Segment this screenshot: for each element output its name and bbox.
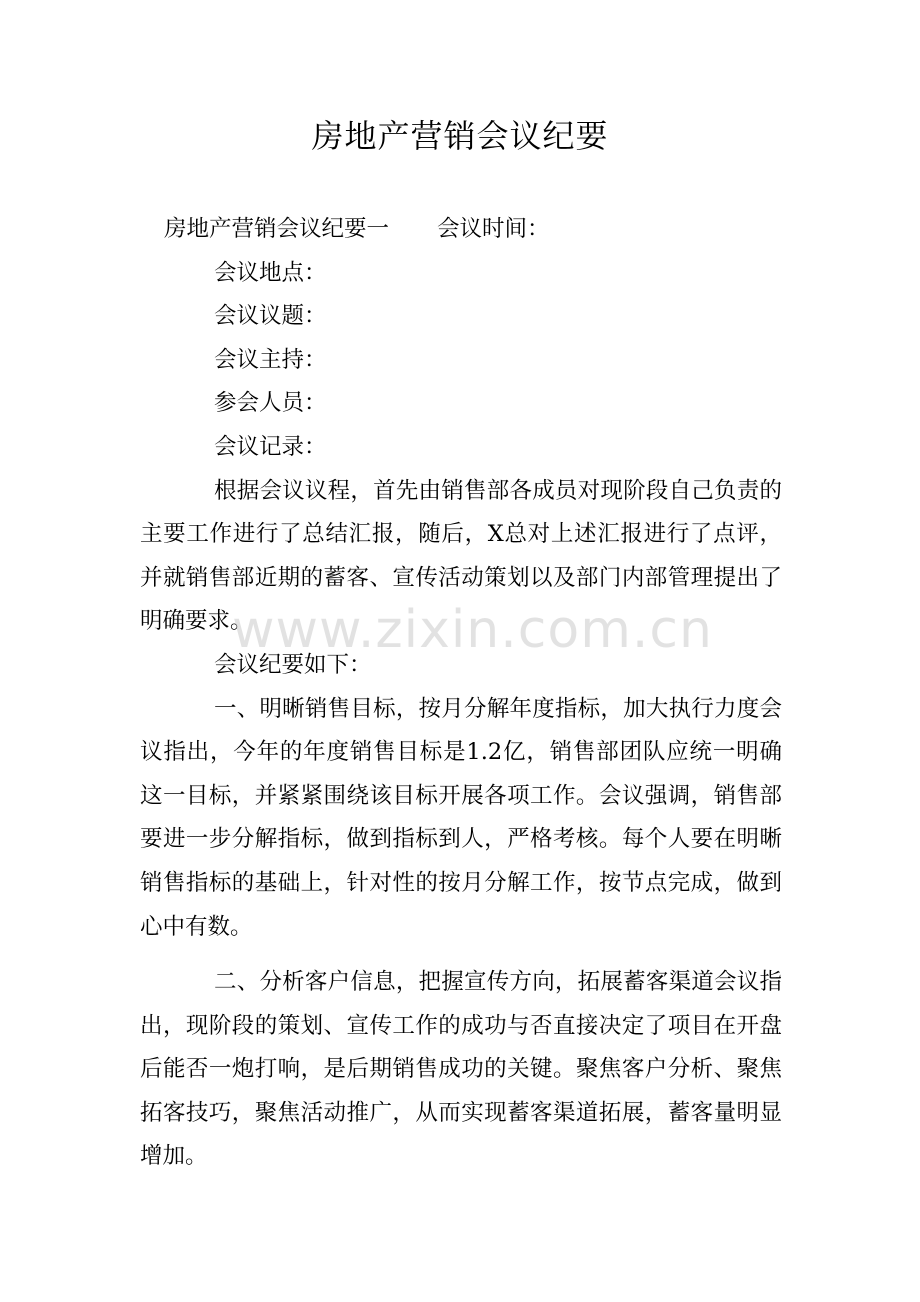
meeting-host-label: 会议主持： [214,346,327,373]
meeting-record-label: 会议记录： [214,433,327,460]
document-body [140,208,782,1179]
meeting-time-label: 会议时间： [437,216,550,242]
paragraph-section-2: 二、分析客户信息，把握宣传方向，拓展蓄客渠道会议指出，现阶段的策划、宣传工作的成功与否直接决定了项目在开盘后能否一炮打响，是后期销售成功的关键。聚焦客户分析、聚焦拓客技巧，聚焦活动推广，从而实现蓄客渠道拓展，蓄客量明显增加。 [140,969,782,1170]
document-subtitle: 房地产营销会议纪要一 [164,216,390,242]
meeting-topic-label: 会议议题： [214,303,327,330]
paragraph-agenda: 根据会议议程，首先由销售部各成员对现阶段自己负责的主要工作进行了总结汇报，随后，X总对上述汇报进行了点评，并就销售部近期的蓄客、宣传活动策划以及部门内部管理提出了明确要求。 [140,477,782,635]
attendees-label: 参会人员： [214,390,327,417]
paragraph-section-1: 一、明晰销售目标，按月分解年度指标，加大执行力度会议指出，今年的年度销售目标是1.2亿，销售部团队应统一明确这一目标，并紧紧围绕该目标开展各项工作。会议强调，销售部要进一步分解指标，做到指标到人，严格考核。每个人要在明晰销售指标的基础上，针对性的按月分解工作，按节点完成，做到心中有数。 [140,695,782,940]
paragraph-minutes-intro: 会议纪要如下： [214,651,372,678]
watermark: www.zixin.com.cn [232,600,713,660]
section-spacer [140,949,782,961]
meeting-location-label: 会议地点： [214,259,327,286]
header-line [140,208,782,252]
document-title: 房地产营销会议纪要 [311,117,609,155]
